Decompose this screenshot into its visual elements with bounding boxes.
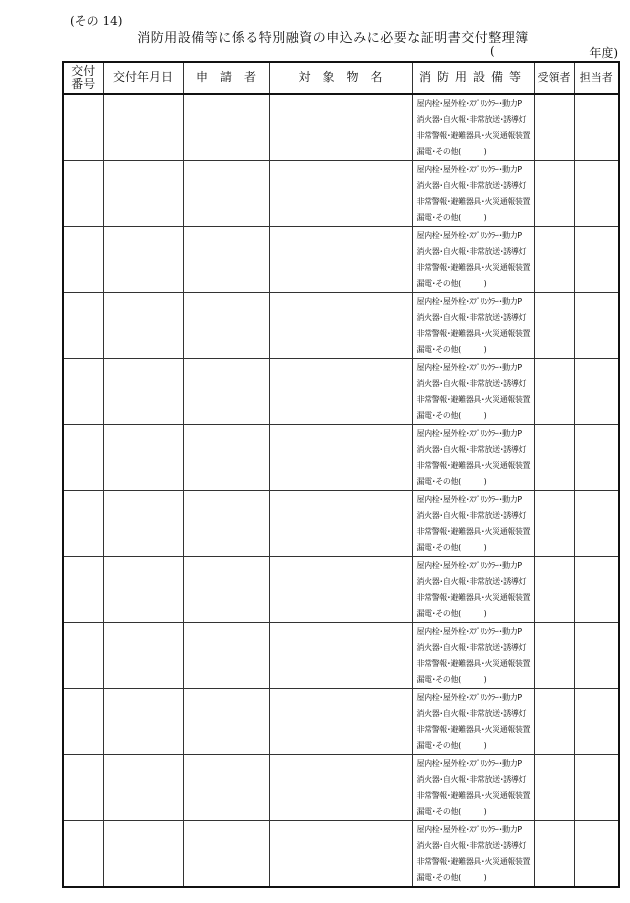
- applicant-cell[interactable]: [183, 821, 269, 888]
- equipment-option-line: 非常警報･避難器具･火災通報装置: [416, 263, 531, 272]
- number-cell[interactable]: [63, 293, 103, 359]
- receiver-cell[interactable]: [534, 227, 574, 293]
- equipment-cell: [412, 755, 534, 821]
- equipment-option-line: 消火器･自火報･非常放送･誘導灯: [416, 115, 527, 124]
- table-row: [63, 359, 619, 425]
- table-row: [63, 94, 619, 161]
- equipment-cell: [412, 689, 534, 755]
- number-cell[interactable]: [63, 491, 103, 557]
- equipment-option-line: 屋内栓･屋外栓･ｽﾌﾟﾘﾝｸﾗｰ･動力P: [416, 825, 522, 834]
- target-cell[interactable]: [269, 293, 412, 359]
- staff-cell[interactable]: [574, 359, 619, 425]
- equipment-option-line: 非常警報･避難器具･火災通報装置: [416, 329, 531, 338]
- date-cell[interactable]: [103, 557, 183, 623]
- target-cell[interactable]: [269, 227, 412, 293]
- equipment-option-line: 漏電･その他( ): [416, 873, 487, 882]
- receiver-cell[interactable]: [534, 425, 574, 491]
- equipment-option-line: 消火器･自火報･非常放送･誘導灯: [416, 775, 527, 784]
- table-row: [63, 425, 619, 491]
- receiver-cell[interactable]: [534, 755, 574, 821]
- equipment-option-line: 非常警報･避難器具･火災通報装置: [416, 857, 531, 866]
- equipment-option-line: 非常警報･避難器具･火災通報装置: [416, 593, 531, 602]
- header-number: 交付番号: [63, 62, 103, 94]
- equipment-option-line: 非常警報･避難器具･火災通報装置: [416, 461, 531, 470]
- staff-cell[interactable]: [574, 689, 619, 755]
- date-cell[interactable]: [103, 689, 183, 755]
- header-staff: 担当者: [574, 62, 619, 94]
- equipment-option-line: 消火器･自火報･非常放送･誘導灯: [416, 643, 527, 652]
- number-cell[interactable]: [63, 359, 103, 425]
- equipment-option-line: 屋内栓･屋外栓･ｽﾌﾟﾘﾝｸﾗｰ･動力P: [416, 495, 522, 504]
- equipment-option-line: 漏電･その他( ): [416, 345, 487, 354]
- date-cell[interactable]: [103, 425, 183, 491]
- number-cell[interactable]: [63, 161, 103, 227]
- equipment-option-line: 屋内栓･屋外栓･ｽﾌﾟﾘﾝｸﾗｰ･動力P: [416, 297, 522, 306]
- receiver-cell[interactable]: [534, 689, 574, 755]
- equipment-cell: [412, 94, 534, 161]
- equipment-option-line: 屋内栓･屋外栓･ｽﾌﾟﾘﾝｸﾗｰ･動力P: [416, 231, 522, 240]
- receiver-cell[interactable]: [534, 359, 574, 425]
- target-cell[interactable]: [269, 755, 412, 821]
- equipment-option-line: 消火器･自火報･非常放送･誘導灯: [416, 841, 527, 850]
- equipment-cell: [412, 557, 534, 623]
- staff-cell[interactable]: [574, 293, 619, 359]
- register-rows: [63, 94, 619, 887]
- target-cell[interactable]: [269, 491, 412, 557]
- fiscal-year-label: 年度): [589, 46, 618, 60]
- equipment-option-line: 消火器･自火報･非常放送･誘導灯: [416, 577, 527, 586]
- target-cell[interactable]: [269, 425, 412, 491]
- equipment-option-line: 漏電･その他( ): [416, 675, 487, 684]
- applicant-cell[interactable]: [183, 425, 269, 491]
- receiver-cell[interactable]: [534, 623, 574, 689]
- header-receiver: 受領者: [534, 62, 574, 94]
- equipment-option-line: 非常警報･避難器具･火災通報装置: [416, 395, 531, 404]
- table-row: [63, 557, 619, 623]
- applicant-cell[interactable]: [183, 623, 269, 689]
- table-row: [63, 821, 619, 888]
- equipment-option-line: 屋内栓･屋外栓･ｽﾌﾟﾘﾝｸﾗｰ･動力P: [416, 759, 522, 768]
- target-cell[interactable]: [269, 821, 412, 888]
- equipment-cell: [412, 623, 534, 689]
- applicant-cell[interactable]: [183, 557, 269, 623]
- table-row: [63, 227, 619, 293]
- staff-cell[interactable]: [574, 491, 619, 557]
- receiver-cell[interactable]: [534, 491, 574, 557]
- equipment-option-line: 漏電･その他( ): [416, 741, 487, 750]
- table-row: [63, 623, 619, 689]
- date-cell[interactable]: [103, 227, 183, 293]
- header-equipment: 消防用設備等: [412, 62, 534, 94]
- header-date: 交付年月日: [103, 62, 183, 94]
- applicant-cell[interactable]: [183, 227, 269, 293]
- table-row: [63, 491, 619, 557]
- certificate-register-table: [62, 61, 620, 888]
- equipment-option-line: 漏電･その他( ): [416, 609, 487, 618]
- equipment-option-line: 消火器･自火報･非常放送･誘導灯: [416, 445, 527, 454]
- applicant-cell[interactable]: [183, 689, 269, 755]
- staff-cell[interactable]: [574, 94, 619, 161]
- number-cell[interactable]: [63, 94, 103, 161]
- number-cell[interactable]: [63, 557, 103, 623]
- receiver-cell[interactable]: [534, 94, 574, 161]
- form-title: 消防用設備等に係る特別融資の申込みに必要な証明書交付整理簿: [137, 31, 529, 46]
- equipment-cell: [412, 821, 534, 888]
- equipment-option-line: 漏電･その他( ): [416, 147, 487, 156]
- equipment-cell: [412, 359, 534, 425]
- target-cell[interactable]: [269, 689, 412, 755]
- equipment-option-line: 消火器･自火報･非常放送･誘導灯: [416, 511, 527, 520]
- staff-cell[interactable]: [574, 821, 619, 888]
- table-row: [63, 293, 619, 359]
- equipment-option-line: 非常警報･避難器具･火災通報装置: [416, 725, 531, 734]
- equipment-option-line: 屋内栓･屋外栓･ｽﾌﾟﾘﾝｸﾗｰ･動力P: [416, 99, 522, 108]
- equipment-option-line: 漏電･その他( ): [416, 411, 487, 420]
- equipment-option-line: 非常警報･避難器具･火災通報装置: [416, 791, 531, 800]
- number-cell[interactable]: [63, 623, 103, 689]
- receiver-cell[interactable]: [534, 293, 574, 359]
- table-row: [63, 755, 619, 821]
- target-cell[interactable]: [269, 623, 412, 689]
- staff-cell[interactable]: [574, 227, 619, 293]
- equipment-option-line: 消火器･自火報･非常放送･誘導灯: [416, 379, 527, 388]
- header-target: 対 象 物 名: [269, 62, 412, 94]
- equipment-option-line: 屋内栓･屋外栓･ｽﾌﾟﾘﾝｸﾗｰ･動力P: [416, 561, 522, 570]
- date-cell[interactable]: [103, 623, 183, 689]
- target-cell[interactable]: [269, 94, 412, 161]
- receiver-cell[interactable]: [534, 821, 574, 888]
- equipment-cell: [412, 425, 534, 491]
- equipment-option-line: 屋内栓･屋外栓･ｽﾌﾟﾘﾝｸﾗｰ･動力P: [416, 693, 522, 702]
- number-cell[interactable]: [63, 425, 103, 491]
- number-cell[interactable]: [63, 755, 103, 821]
- receiver-cell[interactable]: [534, 161, 574, 227]
- equipment-option-line: 漏電･その他( ): [416, 543, 487, 552]
- number-cell[interactable]: [63, 227, 103, 293]
- equipment-option-line: 漏電･その他( ): [416, 477, 487, 486]
- equipment-option-line: 消火器･自火報･非常放送･誘導灯: [416, 709, 527, 718]
- equipment-cell: [412, 161, 534, 227]
- equipment-option-line: 消火器･自火報･非常放送･誘導灯: [416, 181, 527, 190]
- equipment-option-line: 屋内栓･屋外栓･ｽﾌﾟﾘﾝｸﾗｰ･動力P: [416, 363, 522, 372]
- staff-cell[interactable]: [574, 623, 619, 689]
- equipment-option-line: 消火器･自火報･非常放送･誘導灯: [416, 313, 527, 322]
- applicant-cell[interactable]: [183, 491, 269, 557]
- equipment-cell: [412, 491, 534, 557]
- equipment-cell: [412, 227, 534, 293]
- staff-cell[interactable]: [574, 557, 619, 623]
- equipment-cell: [412, 293, 534, 359]
- date-cell[interactable]: [103, 94, 183, 161]
- equipment-option-line: 屋内栓･屋外栓･ｽﾌﾟﾘﾝｸﾗｰ･動力P: [416, 429, 522, 438]
- applicant-cell[interactable]: [183, 359, 269, 425]
- date-cell[interactable]: [103, 293, 183, 359]
- equipment-option-line: 屋内栓･屋外栓･ｽﾌﾟﾘﾝｸﾗｰ･動力P: [416, 627, 522, 636]
- target-cell[interactable]: [269, 557, 412, 623]
- fiscal-year-open: (: [490, 44, 495, 58]
- table-row: [63, 689, 619, 755]
- date-cell[interactable]: [103, 359, 183, 425]
- equipment-option-line: 漏電･その他( ): [416, 213, 487, 222]
- staff-cell[interactable]: [574, 755, 619, 821]
- applicant-cell[interactable]: [183, 94, 269, 161]
- applicant-cell[interactable]: [183, 293, 269, 359]
- receiver-cell[interactable]: [534, 557, 574, 623]
- equipment-option-line: 消火器･自火報･非常放送･誘導灯: [416, 247, 527, 256]
- equipment-option-line: 非常警報･避難器具･火災通報装置: [416, 197, 531, 206]
- target-cell[interactable]: [269, 359, 412, 425]
- equipment-option-line: 非常警報･避難器具･火災通報装置: [416, 131, 531, 140]
- table-row: [63, 161, 619, 227]
- header-applicant: 申 請 者: [183, 62, 269, 94]
- equipment-option-line: 屋内栓･屋外栓･ｽﾌﾟﾘﾝｸﾗｰ･動力P: [416, 165, 522, 174]
- equipment-option-line: 非常警報･避難器具･火災通報装置: [416, 659, 531, 668]
- date-cell[interactable]: [103, 161, 183, 227]
- target-cell[interactable]: [269, 161, 412, 227]
- equipment-option-line: 漏電･その他( ): [416, 279, 487, 288]
- applicant-cell[interactable]: [183, 755, 269, 821]
- staff-cell[interactable]: [574, 425, 619, 491]
- date-cell[interactable]: [103, 491, 183, 557]
- equipment-option-line: 非常警報･避難器具･火災通報装置: [416, 527, 531, 536]
- applicant-cell[interactable]: [183, 161, 269, 227]
- date-cell[interactable]: [103, 821, 183, 888]
- staff-cell[interactable]: [574, 161, 619, 227]
- number-cell[interactable]: [63, 821, 103, 888]
- form-number: (その 14): [70, 14, 123, 28]
- number-cell[interactable]: [63, 689, 103, 755]
- date-cell[interactable]: [103, 755, 183, 821]
- header-row: [63, 62, 619, 94]
- equipment-option-line: 漏電･その他( ): [416, 807, 487, 816]
- fiscal-year-line: [490, 44, 618, 60]
